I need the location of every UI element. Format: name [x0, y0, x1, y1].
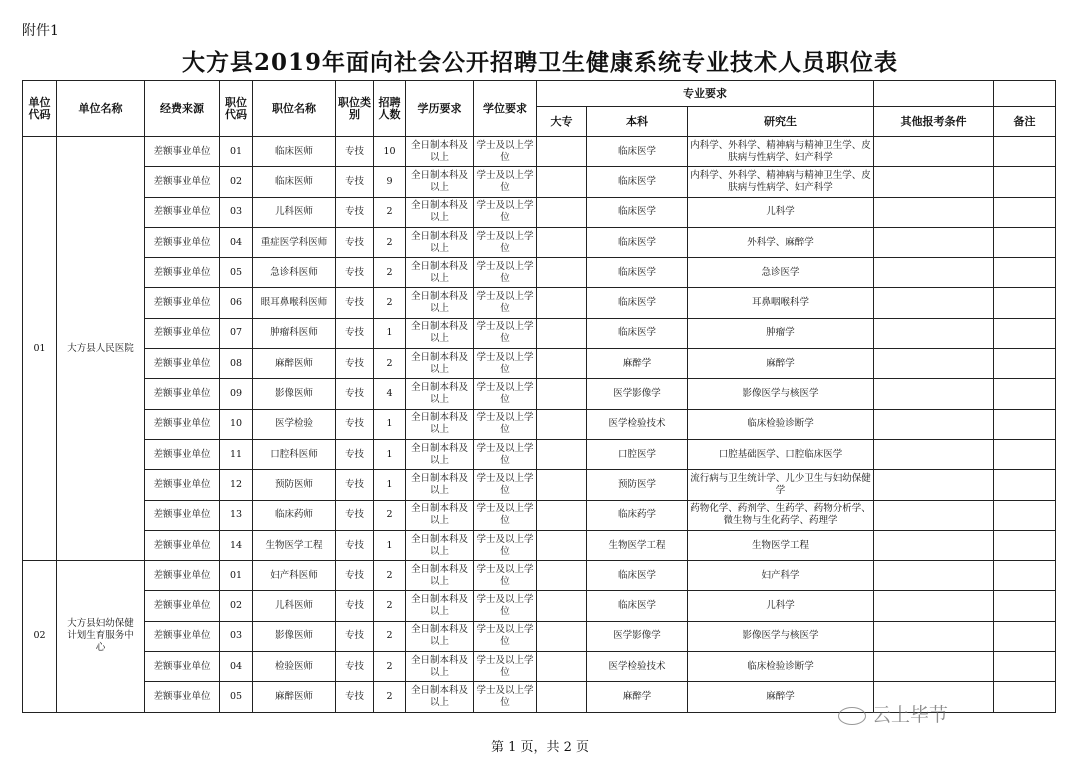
education-cell: 全日制本科及以上 — [406, 349, 474, 379]
position-name-cell: 检验医师 — [253, 652, 336, 682]
degree-cell: 学士及以上学位 — [474, 530, 537, 560]
remarks-cell — [994, 470, 1056, 500]
degree-cell: 学士及以上学位 — [474, 409, 537, 439]
junior-college-cell — [537, 137, 587, 167]
funding-cell: 差额事业单位 — [145, 470, 220, 500]
graduate-cell: 临床检验诊断学 — [688, 409, 874, 439]
funding-cell: 差额事业单位 — [145, 288, 220, 318]
bachelor-cell: 临床药学 — [587, 500, 688, 530]
graduate-cell: 影像医学与核医学 — [688, 379, 874, 409]
table-row — [23, 227, 1056, 257]
other-cell — [874, 500, 994, 530]
other-cell — [874, 197, 994, 227]
funding-cell: 差额事业单位 — [145, 379, 220, 409]
bachelor-cell: 临床医学 — [587, 167, 688, 197]
position-name-cell: 儿科医师 — [253, 591, 336, 621]
junior-college-cell — [537, 167, 587, 197]
table-row — [23, 167, 1056, 197]
remarks-cell — [994, 379, 1056, 409]
funding-cell: 差额事业单位 — [145, 167, 220, 197]
graduate-cell: 耳鼻咽喉科学 — [688, 288, 874, 318]
junior-college-cell — [537, 258, 587, 288]
attachment-label: 附件1 — [22, 23, 59, 39]
unit-code-cell: 02 — [23, 561, 57, 712]
hire-count-cell: 1 — [374, 409, 406, 439]
hire-count-cell: 1 — [374, 318, 406, 348]
bachelor-cell: 麻醉学 — [587, 682, 688, 712]
table-row — [23, 470, 1056, 500]
remarks-cell — [994, 621, 1056, 651]
position-code-cell: 04 — [220, 227, 253, 257]
other-cell — [874, 137, 994, 167]
remarks-cell — [994, 591, 1056, 621]
funding-cell: 差额事业单位 — [145, 227, 220, 257]
junior-college-cell — [537, 682, 587, 712]
bachelor-cell: 临床医学 — [587, 288, 688, 318]
table-row — [23, 439, 1056, 469]
position-type-cell: 专技 — [336, 591, 374, 621]
bachelor-cell: 预防医学 — [587, 470, 688, 500]
remarks-cell — [994, 682, 1056, 712]
watermark-text: 云上毕节 — [872, 704, 949, 726]
table-row — [23, 591, 1056, 621]
hire-count-cell: 2 — [374, 621, 406, 651]
education-cell: 全日制本科及以上 — [406, 439, 474, 469]
education-cell: 全日制本科及以上 — [406, 500, 474, 530]
other-cell — [874, 379, 994, 409]
education-cell: 全日制本科及以上 — [406, 652, 474, 682]
wechat-icon — [838, 707, 866, 725]
graduate-cell: 内科学、外科学、精神病与精神卫生学、皮肤病与性病学、妇产科学 — [688, 137, 874, 167]
degree-cell: 学士及以上学位 — [474, 197, 537, 227]
junior-college-cell — [537, 530, 587, 560]
position-name-cell: 妇产科医师 — [253, 561, 336, 591]
graduate-cell: 儿科学 — [688, 197, 874, 227]
bachelor-cell: 生物医学工程 — [587, 530, 688, 560]
position-type-cell: 专技 — [336, 379, 374, 409]
other-cell — [874, 227, 994, 257]
unit-name-cell: 大方县妇幼保健计划生育服务中心 — [57, 561, 145, 712]
remarks-cell — [994, 318, 1056, 348]
junior-college-cell — [537, 409, 587, 439]
hire-count-cell: 9 — [374, 167, 406, 197]
junior-college-cell — [537, 197, 587, 227]
position-name-cell: 肿瘤科医师 — [253, 318, 336, 348]
header-unit-code: 单位代码 — [23, 81, 57, 137]
funding-cell: 差额事业单位 — [145, 318, 220, 348]
degree-cell: 学士及以上学位 — [474, 561, 537, 591]
degree-cell: 学士及以上学位 — [474, 621, 537, 651]
graduate-cell: 妇产科学 — [688, 561, 874, 591]
position-name-cell: 儿科医师 — [253, 197, 336, 227]
education-cell: 全日制本科及以上 — [406, 530, 474, 560]
position-name-cell: 口腔科医师 — [253, 439, 336, 469]
junior-college-cell — [537, 561, 587, 591]
table-row — [23, 137, 1056, 167]
position-name-cell: 临床医师 — [253, 137, 336, 167]
position-type-cell: 专技 — [336, 137, 374, 167]
other-cell — [874, 530, 994, 560]
remarks-cell — [994, 137, 1056, 167]
position-type-cell: 专技 — [336, 621, 374, 651]
bachelor-cell: 临床医学 — [587, 137, 688, 167]
remarks-cell — [994, 288, 1056, 318]
watermark — [838, 700, 948, 727]
graduate-cell: 口腔基础医学、口腔临床医学 — [688, 439, 874, 469]
position-type-cell: 专技 — [336, 439, 374, 469]
funding-cell: 差额事业单位 — [145, 682, 220, 712]
remarks-cell — [994, 258, 1056, 288]
position-code-cell: 03 — [220, 197, 253, 227]
position-name-cell: 生物医学工程 — [253, 530, 336, 560]
other-cell — [874, 167, 994, 197]
header-junior-college: 大专 — [537, 107, 587, 137]
hire-count-cell: 2 — [374, 258, 406, 288]
position-code-cell: 02 — [220, 591, 253, 621]
bachelor-cell: 医学影像学 — [587, 379, 688, 409]
degree-cell: 学士及以上学位 — [474, 500, 537, 530]
graduate-cell: 儿科学 — [688, 591, 874, 621]
hire-count-cell: 1 — [374, 470, 406, 500]
hire-count-cell: 1 — [374, 530, 406, 560]
hire-count-cell: 2 — [374, 197, 406, 227]
education-cell: 全日制本科及以上 — [406, 470, 474, 500]
education-cell: 全日制本科及以上 — [406, 682, 474, 712]
header-degree: 学位要求 — [474, 81, 537, 137]
position-code-cell: 05 — [220, 682, 253, 712]
graduate-cell: 麻醉学 — [688, 682, 874, 712]
position-type-cell: 专技 — [336, 197, 374, 227]
junior-college-cell — [537, 349, 587, 379]
table-row — [23, 652, 1056, 682]
other-cell — [874, 652, 994, 682]
degree-cell: 学士及以上学位 — [474, 167, 537, 197]
position-code-cell: 01 — [220, 561, 253, 591]
position-type-cell: 专技 — [336, 470, 374, 500]
degree-cell: 学士及以上学位 — [474, 591, 537, 621]
position-type-cell: 专技 — [336, 349, 374, 379]
table-row — [23, 258, 1056, 288]
remarks-cell — [994, 197, 1056, 227]
hire-count-cell: 1 — [374, 439, 406, 469]
position-code-cell: 10 — [220, 409, 253, 439]
education-cell: 全日制本科及以上 — [406, 258, 474, 288]
position-code-cell: 03 — [220, 621, 253, 651]
other-cell — [874, 561, 994, 591]
hire-count-cell: 2 — [374, 652, 406, 682]
position-code-cell: 07 — [220, 318, 253, 348]
remarks-cell — [994, 561, 1056, 591]
funding-cell: 差额事业单位 — [145, 621, 220, 651]
other-cell — [874, 470, 994, 500]
junior-college-cell — [537, 621, 587, 651]
degree-cell: 学士及以上学位 — [474, 288, 537, 318]
education-cell: 全日制本科及以上 — [406, 561, 474, 591]
hire-count-cell: 2 — [374, 227, 406, 257]
funding-cell: 差额事业单位 — [145, 258, 220, 288]
education-cell: 全日制本科及以上 — [406, 409, 474, 439]
junior-college-cell — [537, 379, 587, 409]
unit-code-cell: 01 — [23, 137, 57, 561]
bachelor-cell: 麻醉学 — [587, 349, 688, 379]
position-type-cell: 专技 — [336, 288, 374, 318]
education-cell: 全日制本科及以上 — [406, 621, 474, 651]
hire-count-cell: 10 — [374, 137, 406, 167]
degree-cell: 学士及以上学位 — [474, 349, 537, 379]
funding-cell: 差额事业单位 — [145, 349, 220, 379]
degree-cell: 学士及以上学位 — [474, 470, 537, 500]
position-type-cell: 专技 — [336, 682, 374, 712]
position-code-cell: 13 — [220, 500, 253, 530]
junior-college-cell — [537, 470, 587, 500]
position-name-cell: 眼耳鼻喉科医师 — [253, 288, 336, 318]
education-cell: 全日制本科及以上 — [406, 318, 474, 348]
graduate-cell: 内科学、外科学、精神病与精神卫生学、皮肤病与性病学、妇产科学 — [688, 167, 874, 197]
funding-cell: 差额事业单位 — [145, 530, 220, 560]
hire-count-cell: 2 — [374, 591, 406, 621]
other-cell — [874, 349, 994, 379]
junior-college-cell — [537, 288, 587, 318]
education-cell: 全日制本科及以上 — [406, 379, 474, 409]
table-row — [23, 349, 1056, 379]
position-type-cell: 专技 — [336, 561, 374, 591]
header-funding: 经费来源 — [145, 81, 220, 137]
position-type-cell: 专技 — [336, 500, 374, 530]
position-name-cell: 医学检验 — [253, 409, 336, 439]
bachelor-cell: 临床医学 — [587, 258, 688, 288]
graduate-cell: 临床检验诊断学 — [688, 652, 874, 682]
funding-cell: 差额事业单位 — [145, 561, 220, 591]
remarks-cell — [994, 409, 1056, 439]
funding-cell: 差额事业单位 — [145, 197, 220, 227]
junior-college-cell — [537, 227, 587, 257]
bachelor-cell: 口腔医学 — [587, 439, 688, 469]
bachelor-cell: 临床医学 — [587, 561, 688, 591]
header-position-code: 职位代码 — [220, 81, 253, 137]
remarks-cell — [994, 500, 1056, 530]
graduate-cell: 影像医学与核医学 — [688, 621, 874, 651]
junior-college-cell — [537, 652, 587, 682]
education-cell: 全日制本科及以上 — [406, 227, 474, 257]
header-bachelor: 本科 — [587, 107, 688, 137]
position-type-cell: 专技 — [336, 409, 374, 439]
education-cell: 全日制本科及以上 — [406, 197, 474, 227]
page-footer: 第 1 页，共 2 页 — [490, 740, 590, 755]
education-cell: 全日制本科及以上 — [406, 167, 474, 197]
position-code-cell: 04 — [220, 652, 253, 682]
table-row — [23, 379, 1056, 409]
position-type-cell: 专技 — [336, 318, 374, 348]
header-remarks: 备注 — [994, 107, 1056, 137]
junior-college-cell — [537, 500, 587, 530]
graduate-cell: 急诊医学 — [688, 258, 874, 288]
remarks-cell — [994, 439, 1056, 469]
education-cell: 全日制本科及以上 — [406, 288, 474, 318]
document-title: 大方县2019年面向社会公开招聘卫生健康系统专业技术人员职位表 — [181, 49, 898, 76]
position-type-cell: 专技 — [336, 652, 374, 682]
table-row — [23, 530, 1056, 560]
position-code-cell: 05 — [220, 258, 253, 288]
position-code-cell: 01 — [220, 137, 253, 167]
position-name-cell: 麻醉医师 — [253, 682, 336, 712]
bachelor-cell: 医学影像学 — [587, 621, 688, 651]
funding-cell: 差额事业单位 — [145, 500, 220, 530]
other-cell — [874, 621, 994, 651]
graduate-cell: 肿瘤学 — [688, 318, 874, 348]
junior-college-cell — [537, 439, 587, 469]
degree-cell: 学士及以上学位 — [474, 439, 537, 469]
header-education: 学历要求 — [406, 81, 474, 137]
header-other: 其他报考条件 — [874, 107, 994, 137]
junior-college-cell — [537, 318, 587, 348]
remarks-cell — [994, 227, 1056, 257]
other-cell — [874, 409, 994, 439]
position-code-cell: 12 — [220, 470, 253, 500]
remarks-cell — [994, 530, 1056, 560]
funding-cell: 差额事业单位 — [145, 652, 220, 682]
position-name-cell: 急诊科医师 — [253, 258, 336, 288]
hire-count-cell: 2 — [374, 288, 406, 318]
table-row — [23, 197, 1056, 227]
remarks-cell — [994, 652, 1056, 682]
hire-count-cell: 4 — [374, 379, 406, 409]
bachelor-cell: 临床医学 — [587, 591, 688, 621]
bachelor-cell: 临床医学 — [587, 318, 688, 348]
header-position-type: 职位类别 — [336, 81, 374, 137]
other-cell — [874, 439, 994, 469]
table-body — [23, 137, 1056, 713]
graduate-cell: 生物医学工程 — [688, 530, 874, 560]
other-cell — [874, 288, 994, 318]
position-code-cell: 11 — [220, 439, 253, 469]
funding-cell: 差额事业单位 — [145, 409, 220, 439]
position-code-cell: 06 — [220, 288, 253, 318]
bachelor-cell: 医学检验技术 — [587, 409, 688, 439]
position-type-cell: 专技 — [336, 530, 374, 560]
graduate-cell: 外科学、麻醉学 — [688, 227, 874, 257]
table-row — [23, 621, 1056, 651]
position-name-cell: 重症医学科医师 — [253, 227, 336, 257]
position-code-cell: 02 — [220, 167, 253, 197]
header-other-top — [874, 81, 994, 107]
remarks-cell — [994, 349, 1056, 379]
hire-count-cell: 2 — [374, 349, 406, 379]
position-code-cell: 08 — [220, 349, 253, 379]
junior-college-cell — [537, 591, 587, 621]
header-graduate: 研究生 — [688, 107, 874, 137]
unit-name-cell: 大方县人民医院 — [57, 137, 145, 561]
position-name-cell: 临床医师 — [253, 167, 336, 197]
other-cell — [874, 318, 994, 348]
header-position-name: 职位名称 — [253, 81, 336, 137]
position-name-cell: 影像医师 — [253, 621, 336, 651]
other-cell — [874, 591, 994, 621]
header-major: 专业要求 — [537, 81, 874, 107]
bachelor-cell: 临床医学 — [587, 197, 688, 227]
table-row — [23, 500, 1056, 530]
degree-cell: 学士及以上学位 — [474, 652, 537, 682]
position-type-cell: 专技 — [336, 227, 374, 257]
bachelor-cell: 临床医学 — [587, 227, 688, 257]
position-name-cell: 预防医师 — [253, 470, 336, 500]
degree-cell: 学士及以上学位 — [474, 682, 537, 712]
degree-cell: 学士及以上学位 — [474, 318, 537, 348]
funding-cell: 差额事业单位 — [145, 439, 220, 469]
position-name-cell: 麻醉医师 — [253, 349, 336, 379]
degree-cell: 学士及以上学位 — [474, 137, 537, 167]
table-row — [23, 288, 1056, 318]
table-row — [23, 318, 1056, 348]
position-type-cell: 专技 — [336, 258, 374, 288]
graduate-cell: 药物化学、药剂学、生药学、药物分析学、微生物与生化药学、药理学 — [688, 500, 874, 530]
position-code-cell: 14 — [220, 530, 253, 560]
hire-count-cell: 2 — [374, 500, 406, 530]
position-name-cell: 影像医师 — [253, 379, 336, 409]
position-code-cell: 09 — [220, 379, 253, 409]
header-unit-name: 单位名称 — [57, 81, 145, 137]
education-cell: 全日制本科及以上 — [406, 591, 474, 621]
graduate-cell: 麻醉学 — [688, 349, 874, 379]
degree-cell: 学士及以上学位 — [474, 258, 537, 288]
remarks-cell — [994, 167, 1056, 197]
hire-count-cell: 2 — [374, 561, 406, 591]
position-type-cell: 专技 — [336, 167, 374, 197]
header-remarks-top — [994, 81, 1056, 107]
degree-cell: 学士及以上学位 — [474, 379, 537, 409]
education-cell: 全日制本科及以上 — [406, 137, 474, 167]
funding-cell: 差额事业单位 — [145, 591, 220, 621]
degree-cell: 学士及以上学位 — [474, 227, 537, 257]
position-name-cell: 临床药师 — [253, 500, 336, 530]
positions-table — [22, 80, 1056, 713]
table-row — [23, 409, 1056, 439]
funding-cell: 差额事业单位 — [145, 137, 220, 167]
graduate-cell: 流行病与卫生统计学、儿少卫生与妇幼保健学 — [688, 470, 874, 500]
table-row — [23, 561, 1056, 591]
bachelor-cell: 医学检验技术 — [587, 652, 688, 682]
hire-count-cell: 2 — [374, 682, 406, 712]
header-hire-count: 招聘人数 — [374, 81, 406, 137]
other-cell — [874, 258, 994, 288]
